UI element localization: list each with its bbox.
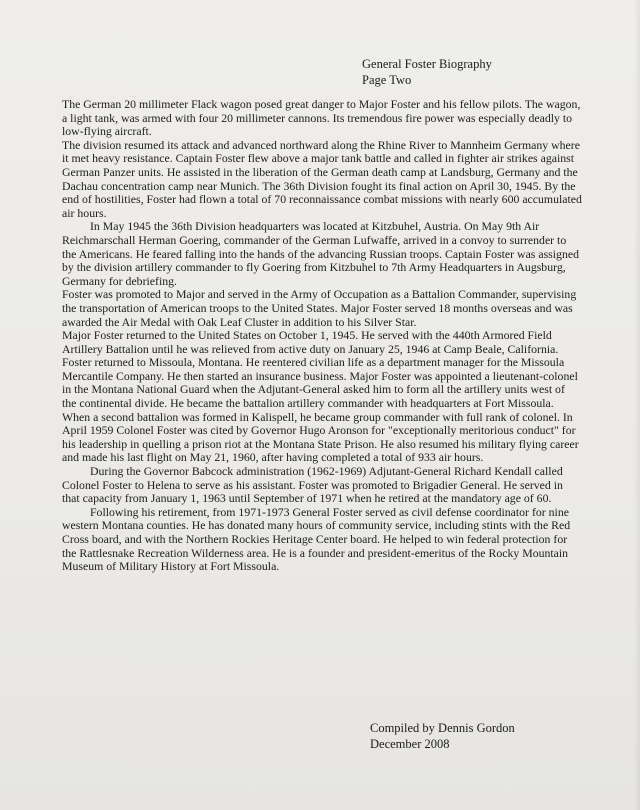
compiled-date: December 2008 xyxy=(370,737,450,751)
paragraph-rhine-advance: The division resumed its attack and advanced northward along the Rhine River to Mannheim Germany where it met heavy resistance. Captain Foster flew above a major tank battle and called in fighter air strikes against German Panzer units. He assisted in the liberation of the German death camp at Landsburg, Germany and the Dachau concentration camp near Munich. The 36th Division fought its final action on April 30, 1945. By the end of hostilities, Foster had flown a total of 70 reconnaissance combat missions with nearly 600 accumulated air hours. xyxy=(62,137,582,220)
signature-block xyxy=(370,720,515,752)
paragraph-flack-wagon: The German 20 millimeter Flack wagon posed great danger to Major Foster and his fellow pilots. The wagon, a light tank, was armed with four 20 millimeter cannons. Its tremendous fire power was especially deadly to low-flying aircraft. xyxy=(62,97,581,139)
document-title: General Foster Biography xyxy=(362,57,492,71)
paragraph-retirement: Following his retirement, from 1971-1973 General Foster served as civil defense coordinator for nine western Montana counties. He has donated many hours of community service, including stints with the Red Cross board, and with the Northern Rockies Heritage Center board. He helped to win federal protection for the Rattlesnake Recreation Wilderness area. He is a founder and president-emeritus of the Rocky Mountain Museum of Military History at Fort Missoula. xyxy=(62,504,571,574)
paragraph-brigadier-general: During the Governor Babcock administration (1962-1969) Adjutant-General Richard Kendall called Colonel Foster to Helena to serve as his assistant. Foster was promoted to Brigadier General. He served in that capacity from January 1, 1963 until September of 1971 when he retired at the mandatory age of 60. xyxy=(62,464,563,506)
paragraph-return-us: Major Foster returned to the United States on October 1, 1945. He served with the 440th Armored Field Artillery Battalion until he was relieved from active duty on January 25, 1946 at Camp Beale, California. xyxy=(62,328,559,356)
scan-edge-shadow xyxy=(634,0,640,810)
document-body xyxy=(62,98,582,574)
compiled-by: Compiled by Dennis Gordon xyxy=(370,721,515,735)
page-number: Page Two xyxy=(362,73,412,87)
paragraph-goering: In May 1945 the 36th Division headquarters was located at Kitzbuhel, Austria. On May 9th Air Reichmarschall Herman Goering, commander of the German Lufwaffe, arrived in a convoy to surrender to the Americans. He feared falling into the hands of the advancing Russian troops. Captain Foster was assigned by the division artillery commander to fly Goering from Kitzbuhel to 7th Army Headquarters in Augsburg, Germany for debriefing. xyxy=(62,219,579,288)
document-header xyxy=(362,56,492,88)
paragraph-missoula: Foster returned to Missoula, Montana. He reentered civilian life as a department manager for the Missoula Mercantile Company. He then started an insurance business. Major Foster was appointed a lieutenant-colonel in the Montana National Guard when the Adjutant-General asked him to form all the artillery units west of the continental divide. He became the battalion artillery commander with headquarters at Fort Missoula. When a second battalion was formed in Kalispell, he became group commander with full rank of colonel. In April 1959 Colonel Foster was cited by Governor Hugo Aronson for "exceptionally meritorious conduct" for his leadership in quelling a prison riot at the Montana State Prison. He also resumed his military flying career and made his last flight on May 21, 1960, after having completed a total of 933 air hours. xyxy=(62,355,579,465)
paragraph-promotion-major: Foster was promoted to Major and served in the Army of Occupation as a Battalion Commander, supervising the transportation of American troops to the United States. Major Foster served 18 months overseas and was awarded the Air Medal with Oak Leaf Cluster in addition to his Silver Star. xyxy=(62,287,577,329)
